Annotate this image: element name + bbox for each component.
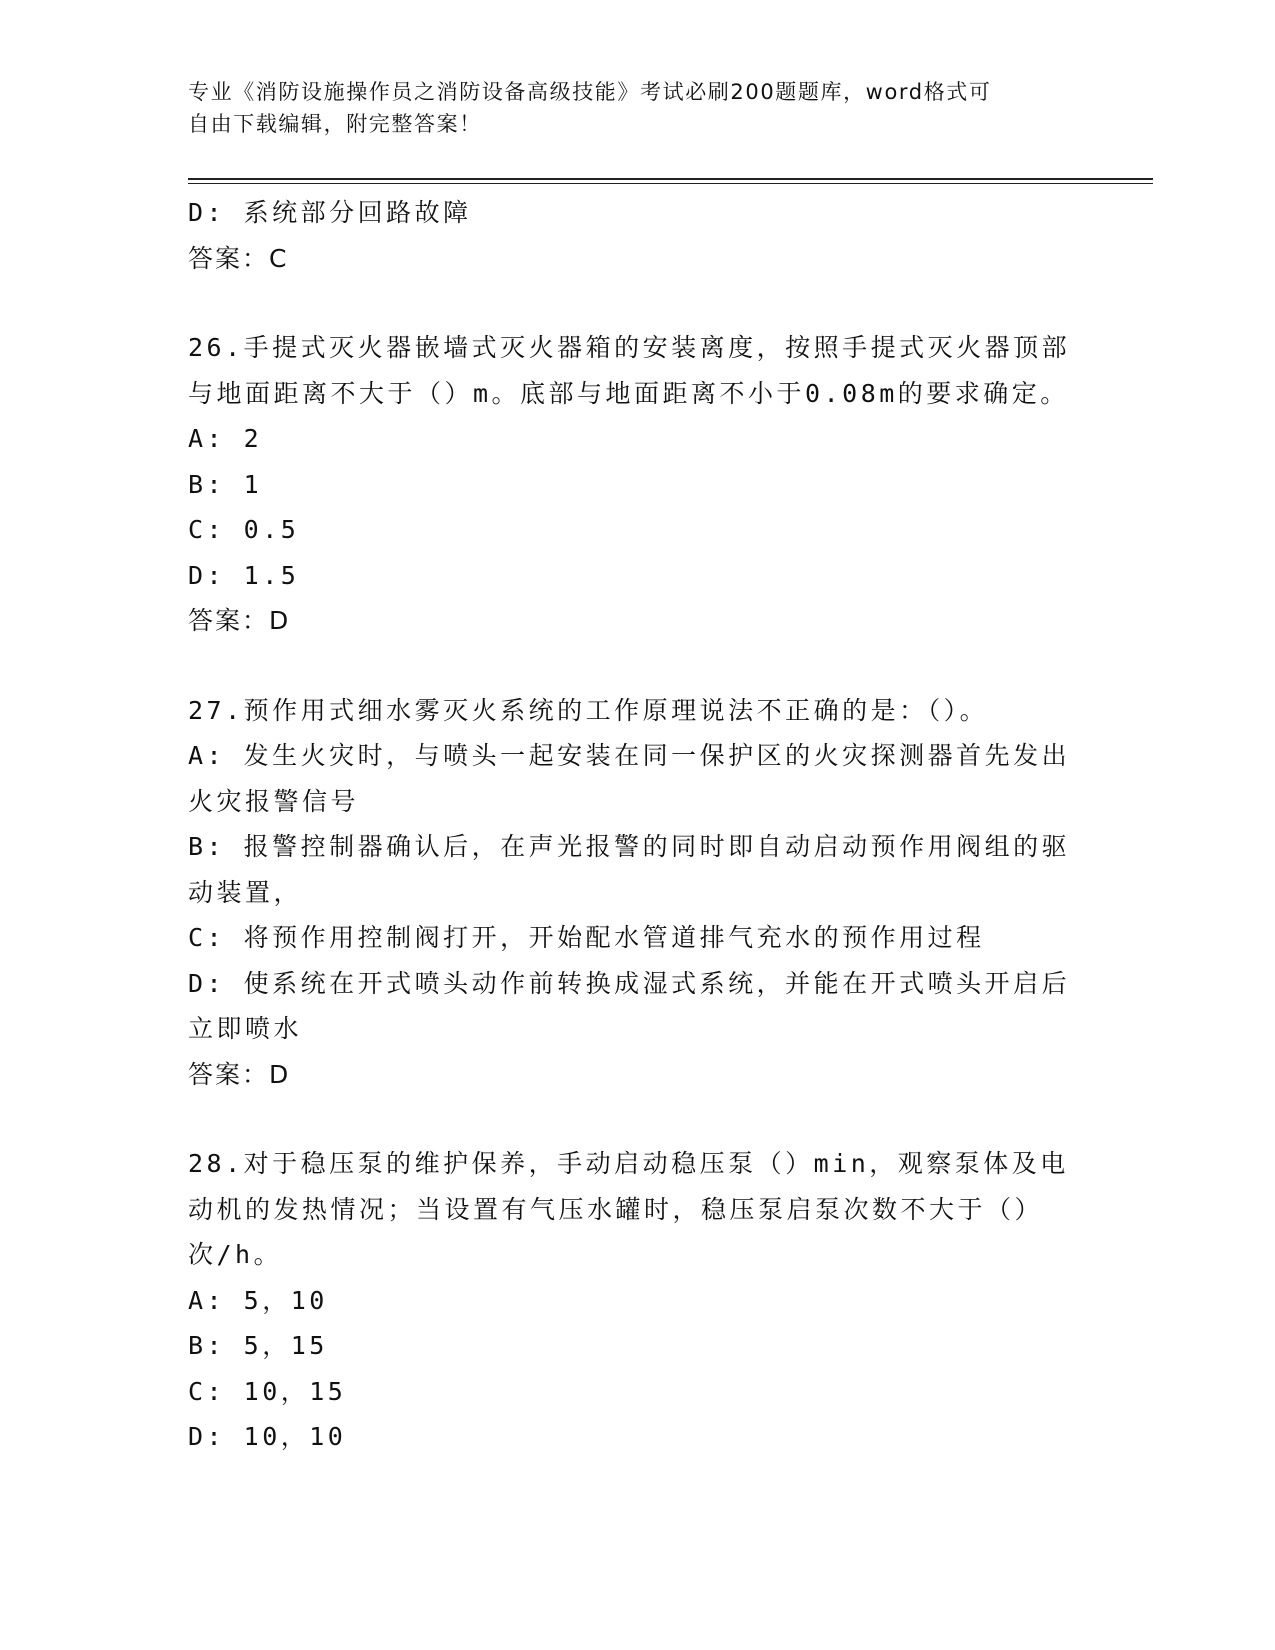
option-c: C: 0.5 [188,515,300,544]
question-stem: 动机的发热情况；当设置有气压水罐时，稳压泵启泵次数不大于（） [188,1194,1044,1224]
question-28 [188,1141,1088,1460]
option-a: A: 2 [188,424,263,453]
option-d-cont: 立即喷水 [188,1014,303,1043]
question-stem: 次/h。 [188,1240,283,1269]
page-header [188,76,1068,140]
answer-line: 答案：D [188,606,291,635]
answer-line: 答案：C [188,243,289,273]
question-27 [188,688,1088,1098]
question-stem: 28.对于稳压泵的维护保养，手动启动稳压泵（）min，观察泵体及电 [188,1149,1069,1178]
option-c: C: 将预作用控制阀打开，开始配水管道排气充水的预作用过程 [188,923,985,952]
option-b: B: 报警控制器确认后，在声光报警的同时即自动启动预作用阀组的驱 [188,832,1071,861]
option-d: D: 10，10 [188,1422,347,1451]
option-c: C: 10，15 [188,1376,347,1406]
option-b-cont: 动装置， [188,877,303,907]
document-body [188,190,1088,1460]
header-rule-thin [188,183,1153,184]
carryover-block [188,190,1088,281]
header-rule [188,178,1153,180]
option-b: B: 1 [188,469,263,499]
option-a: A: 发生火灾时，与喷头一起安装在同一保护区的火灾探测器首先发出 [188,741,1071,770]
header-line: 自由下载编辑，附完整答案！ [188,112,482,136]
option-a-cont: 火灾报警信号 [188,786,360,816]
question-26 [188,325,1088,644]
question-stem: 与地面距离不大于（）m。底部与地面距离不小于0.08m的要求确定。 [188,378,1069,408]
option-b: B: 5，15 [188,1331,328,1360]
header-line: 专业《消防设施操作员之消防设备高级技能》考试必刷200题题库，word格式可 [188,80,992,104]
question-stem: 27.预作用式细水雾灭火系统的工作原理说法不正确的是：（）。 [188,695,989,725]
answer-line: 答案：D [188,1059,291,1089]
question-stem: 26.手提式灭火器嵌墙式灭火器箱的安装离度，按照手提式灭火器顶部 [188,333,1071,362]
option-d: D: 1.5 [188,560,300,590]
option-d: D: 系统部分回路故障 [188,198,472,227]
option-a: A: 5，10 [188,1285,328,1315]
option-d: D: 使系统在开式喷头动作前转换成湿式系统，并能在开式喷头开启后 [188,968,1071,998]
